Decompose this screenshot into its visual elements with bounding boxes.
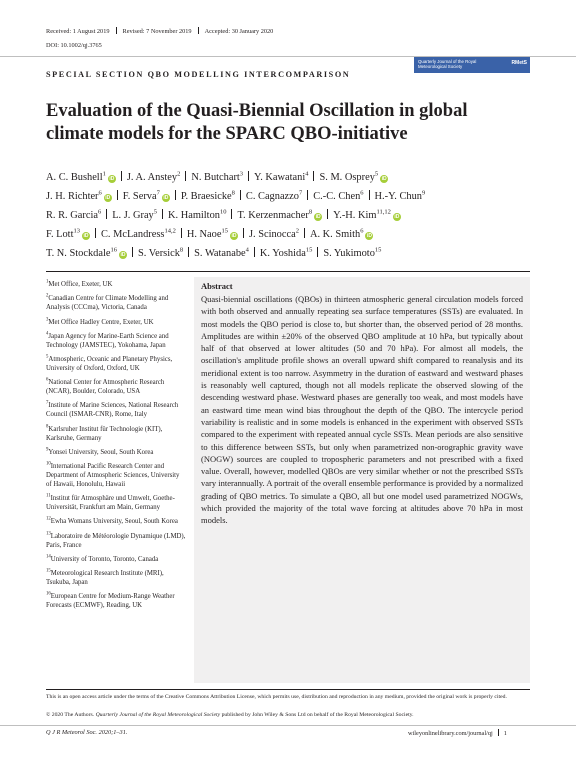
- affiliation: [46, 533, 186, 551]
- journal-logo[interactable]: [414, 57, 530, 73]
- author: [191, 172, 243, 183]
- author-name: T. N. Stockdale: [46, 248, 111, 259]
- author-name: C. McLandress: [100, 229, 165, 240]
- author-affiliation-number: 9: [421, 189, 426, 197]
- affiliation-text: National Center for Atmospheric Research (NCAR), Boulder, Colorado, USA: [46, 379, 165, 396]
- author-affiliation-number: 5: [153, 208, 158, 216]
- separator: [198, 27, 199, 34]
- affiliation: [46, 333, 186, 351]
- separator: [240, 190, 241, 200]
- affiliation-text: University of Toronto, Toronto, Canada: [50, 555, 159, 563]
- affiliation-text: International Pacific Research Center and Department of Atmospheric Sciences, University of Hawaii, Honolulu, Hawaii: [46, 463, 180, 488]
- author-name: K. Hamilton: [168, 210, 220, 221]
- author-affiliation-number: 2: [177, 170, 181, 178]
- abstract-heading: Abstract: [201, 281, 233, 291]
- author-affiliation-number: 13: [73, 227, 80, 235]
- author-affiliation-number: 4: [245, 246, 249, 254]
- separator: [304, 228, 305, 238]
- author-line: [46, 225, 546, 244]
- author-name: J. H. Richter: [46, 191, 99, 202]
- author-affiliation-number: 6: [360, 189, 364, 197]
- author: [249, 229, 299, 240]
- author-affiliation-number: 8: [179, 246, 184, 254]
- affiliation-text: Met Office, Exeter, UK: [48, 281, 113, 288]
- separator: [498, 729, 499, 736]
- author-affiliation-number: 6: [98, 189, 102, 197]
- author-name: S. Versick: [137, 248, 180, 259]
- author-name: Y.-H. Kim: [333, 210, 377, 221]
- affiliation-number: 8: [46, 424, 49, 430]
- orcid-icon[interactable]: iD: [381, 176, 387, 182]
- author: [310, 229, 373, 240]
- affiliation-number: 10: [46, 461, 51, 467]
- affiliation-number: 3: [46, 317, 49, 323]
- separator: [116, 27, 117, 34]
- author-affiliation-number: 3: [239, 170, 244, 178]
- separator: [106, 209, 107, 219]
- separator: [132, 247, 133, 257]
- affiliation: [46, 593, 186, 611]
- author-affiliation-number: 7: [156, 189, 160, 197]
- author-affiliation-number: 1: [102, 170, 106, 178]
- author: [246, 191, 302, 202]
- affiliation-number: 13: [46, 531, 51, 537]
- separator: [313, 171, 314, 181]
- abstract-text: Quasi-biennial oscillations (QBOs) in thirteen atmospheric general circulation models forced with both observed and annually repeating sea surface temperatures (SSTs) are evaluated. In most models the QBO period is close to, but shorter than, the observed period of 28 months. Amplitudes are within ±20% of the observed QBO amplitude at 10 hPa, but typically about half of that observed at lower altitudes (50 and 70 hPa). For almost all models, the oscillation's amplitude profile shows an overall upward shift compared to reanalysis and its meridional extent is too narrow. Asymmetry in the duration of eastward and westward phases is reasonably well captured, though not all models replicate the observed slowing of the descending westward phase. Westward phases are generally too weak, and most models have an eastward time mean wind bias throughout the depth of the QBO. The intercycle period variability is realistic and in some models is enhanced in the experiment with observed SSTs compared to the experiment with repeated annual cycle SSTs. Mean periods are also sensitive to this difference between SSTs, but only when parametrized non-orographic gravity wave (NOGW) sources are coupled to tropospheric parameters and not prescribed with a fixed value. Overall, however, modelled QBOs are very similar whether or not the prescribed SSTs vary interannually. A portrait of the overall ensemble performance is provided by a normalized grading of QBO metrics. To simulate a QBO, all but one model used parametrized NOGWs, which provided the majority of the total wave forcing at altitudes above 70 hPa in most models.: [201, 294, 523, 526]
- journal-logo-text: Quarterly Journal of the Royal Meteorological Society: [418, 59, 477, 69]
- affiliation: [46, 379, 186, 397]
- author: [168, 210, 226, 221]
- author-name: C.-C. Chen: [313, 191, 361, 202]
- divider: [46, 271, 530, 272]
- author-name: S. Watanabe: [194, 248, 246, 259]
- divider: [46, 689, 530, 690]
- author-name: F. Lott: [46, 229, 74, 240]
- separator: [327, 209, 328, 219]
- affiliation-number: 9: [46, 447, 49, 453]
- author-line: [46, 187, 546, 206]
- author: [123, 191, 170, 202]
- author: [138, 248, 183, 259]
- author-line: [46, 168, 546, 187]
- separator: [188, 247, 189, 257]
- author-line: [46, 244, 546, 263]
- affiliation-text: Atmospheric, Oceanic and Planetary Physics, University of Oxford, Oxford, UK: [46, 356, 173, 372]
- orcid-icon[interactable]: iD: [315, 214, 321, 220]
- accepted-date: Accepted: 30 January 2020: [204, 28, 274, 35]
- author-name: S. Yukimoto: [323, 248, 375, 259]
- affiliation-number: 1: [46, 279, 49, 285]
- orcid-icon[interactable]: iD: [163, 195, 169, 201]
- author-name: P. Braesicke: [180, 191, 232, 202]
- affiliation-text: European Centre for Medium-Range Weather Forecasts (ECMWF), Reading, UK: [46, 593, 175, 610]
- affiliation-text: Japan Agency for Marine-Earth Science and Technology (JAMSTEC), Yokohama, Japan: [46, 332, 169, 349]
- separator: [369, 190, 370, 200]
- author-name: T. Kerzenmacher: [237, 210, 309, 221]
- author-name: A. K. Smith: [309, 229, 361, 240]
- separator: [162, 209, 163, 219]
- affiliation-text: Canadian Centre for Climate Modelling and Analysis (CCCma), Victoria, Canada: [46, 295, 169, 312]
- author: [187, 229, 238, 240]
- affiliation: [46, 518, 186, 527]
- author-name: H.-Y. Chun: [374, 191, 422, 202]
- separator: [317, 247, 318, 257]
- author-affiliation-number: 15: [305, 246, 313, 254]
- rmets-mark: RMetS: [511, 60, 527, 66]
- orcid-icon[interactable]: iD: [231, 233, 237, 239]
- affiliation-number: 6: [46, 377, 49, 383]
- separator: [121, 171, 122, 181]
- page-number: 1: [503, 730, 507, 737]
- affiliation-number: 7: [46, 401, 49, 407]
- author-affiliation-number: 8: [231, 189, 235, 197]
- author: [333, 210, 401, 221]
- separator: [175, 190, 176, 200]
- author: [260, 248, 312, 259]
- author-affiliation-number: 14,2: [164, 227, 176, 235]
- article-title: Evaluation of the Quasi-Biennial Oscillation in global climate models for the SPARC QBO-initiative: [46, 101, 468, 144]
- author-affiliation-number: 16: [110, 246, 117, 254]
- author: [46, 210, 101, 221]
- separator: [95, 228, 96, 238]
- affiliation-text: Karlsruher Institut für Technologie (KIT), Karlsruhe, Germany: [46, 425, 163, 442]
- author-name: K. Yoshida: [259, 248, 306, 259]
- affiliation-number: 4: [46, 331, 49, 337]
- separator: [181, 228, 182, 238]
- affiliation-text: Laboratoire de Météorologie Dynamique (LMD), Paris, France: [46, 532, 186, 549]
- journal-url[interactable]: wileyonlinelibrary.com/journal/qj: [408, 730, 493, 737]
- author-name: R. R. Garcia: [46, 210, 98, 221]
- author-name: Y. Kawatani: [254, 172, 306, 183]
- affiliation-number: 16: [46, 592, 51, 598]
- author-affiliation-number: 6: [360, 227, 364, 235]
- affiliation: [46, 402, 186, 420]
- article-history: [46, 27, 273, 35]
- orcid-icon[interactable]: iD: [109, 176, 115, 182]
- author-name: N. Butchart: [191, 172, 240, 183]
- author: [375, 191, 426, 202]
- author: [101, 229, 176, 240]
- affiliation-text: Institut für Atmosphäre und Umwelt, Goethe-Universität, Frankfurt am Main, Germany: [46, 495, 175, 512]
- affiliation-number: 12: [46, 517, 51, 523]
- affiliations: [46, 281, 186, 617]
- separator: [231, 209, 232, 219]
- orcid-icon[interactable]: iD: [394, 214, 400, 220]
- separator: [117, 190, 118, 200]
- author: [323, 248, 381, 259]
- section-label: SPECIAL SECTION QBO MODELLING INTERCOMPARISON: [46, 70, 351, 79]
- copyright-note: [46, 712, 530, 720]
- affiliation-number: 11: [46, 493, 51, 499]
- author-affiliation-number: 7: [298, 189, 303, 197]
- orcid-icon[interactable]: iD: [120, 252, 126, 258]
- author-name: S. M. Osprey: [319, 172, 375, 183]
- affiliation: [46, 463, 186, 490]
- author: [46, 229, 90, 240]
- author: [181, 191, 235, 202]
- separator: [254, 247, 255, 257]
- author-affiliation-number: 8: [308, 208, 313, 216]
- author-name: A. C. Bushell: [46, 172, 103, 183]
- abstract-box: [194, 277, 530, 683]
- affiliation-number: 2: [46, 294, 49, 300]
- author-name: J. A. Anstey: [126, 172, 178, 183]
- affiliation-text: Ewha Womans University, Seoul, South Korea: [50, 518, 178, 526]
- received-date: Received: 1 August 2019: [46, 28, 110, 35]
- author-affiliation-number: 15: [374, 246, 382, 254]
- journal-url-block: [408, 729, 507, 737]
- author-name: J. Scinocca: [248, 229, 296, 240]
- author-affiliation-number: 5: [374, 170, 379, 178]
- author-line: [46, 206, 546, 225]
- doi[interactable]: DOI: 10.1002/qj.3765: [46, 42, 102, 49]
- author: [46, 248, 127, 259]
- author: [46, 172, 116, 183]
- affiliation-number: 14: [46, 554, 51, 560]
- license-note: This is an open access article under the terms of the Creative Commons Attribution License, which permits use, distribution and reproduction in any medium, provided the original work is properly cited.: [46, 694, 507, 700]
- affiliation: [46, 570, 186, 588]
- author-affiliation-number: 15: [221, 227, 228, 235]
- affiliation: [46, 495, 186, 513]
- affiliation-text: Yonsei University, Seoul, South Korea: [48, 448, 154, 456]
- author-affiliation-number: 6: [97, 208, 102, 216]
- affiliation-number: 5: [46, 354, 49, 360]
- orcid-icon[interactable]: iD: [83, 233, 89, 239]
- author: [237, 210, 322, 221]
- author-name: H. Naoe: [186, 229, 222, 240]
- author: [254, 172, 308, 183]
- affiliation: [46, 356, 186, 374]
- copyright-suffix: published by John Wiley & Sons Ltd on behalf of the Royal Meteorological Society.: [221, 712, 414, 718]
- author: [313, 191, 363, 202]
- affiliation: [46, 319, 186, 328]
- orcid-icon[interactable]: iD: [366, 233, 372, 239]
- affiliation: [46, 556, 186, 565]
- separator: [185, 171, 186, 181]
- affiliation: [46, 295, 186, 313]
- affiliation-text: Meteorological Research Institute (MRI), Tsukuba, Japan: [46, 570, 164, 587]
- divider: [0, 725, 576, 726]
- affiliation-number: 15: [46, 568, 51, 574]
- author-name: L. J. Gray: [112, 210, 154, 221]
- affiliation: [46, 449, 186, 458]
- author-affiliation-number: 2: [295, 227, 299, 235]
- author: [319, 172, 388, 183]
- author-name: F. Serva: [122, 191, 157, 202]
- journal-reference: Q J R Meteorol Soc. 2020;1–31.: [46, 729, 128, 736]
- affiliation-text: Met Office Hadley Centre, Exeter, UK: [48, 318, 154, 326]
- affiliation-text: Institute of Marine Sciences, National Research Council (ISMAR-CNR), Rome, Italy: [46, 402, 179, 419]
- separator: [248, 171, 249, 181]
- author-affiliation-number: 11,12: [376, 208, 391, 216]
- revised-date: Revised: 7 November 2019: [122, 28, 192, 35]
- separator: [243, 228, 244, 238]
- author: [127, 172, 180, 183]
- copyright-prefix: © 2020 The Authors.: [46, 712, 95, 718]
- author: [112, 210, 157, 221]
- author-affiliation-number: 4: [305, 170, 309, 178]
- author: [194, 248, 249, 259]
- copyright-journal: Quarterly Journal of the Royal Meteorological Society: [95, 712, 221, 718]
- author-affiliation-number: 10: [219, 208, 227, 216]
- separator: [307, 190, 308, 200]
- author-name: C. Cagnazzo: [245, 191, 299, 202]
- affiliation: [46, 281, 186, 290]
- author-list: [46, 168, 546, 263]
- orcid-icon[interactable]: iD: [105, 195, 111, 201]
- affiliation: [46, 426, 186, 444]
- author: [46, 191, 112, 202]
